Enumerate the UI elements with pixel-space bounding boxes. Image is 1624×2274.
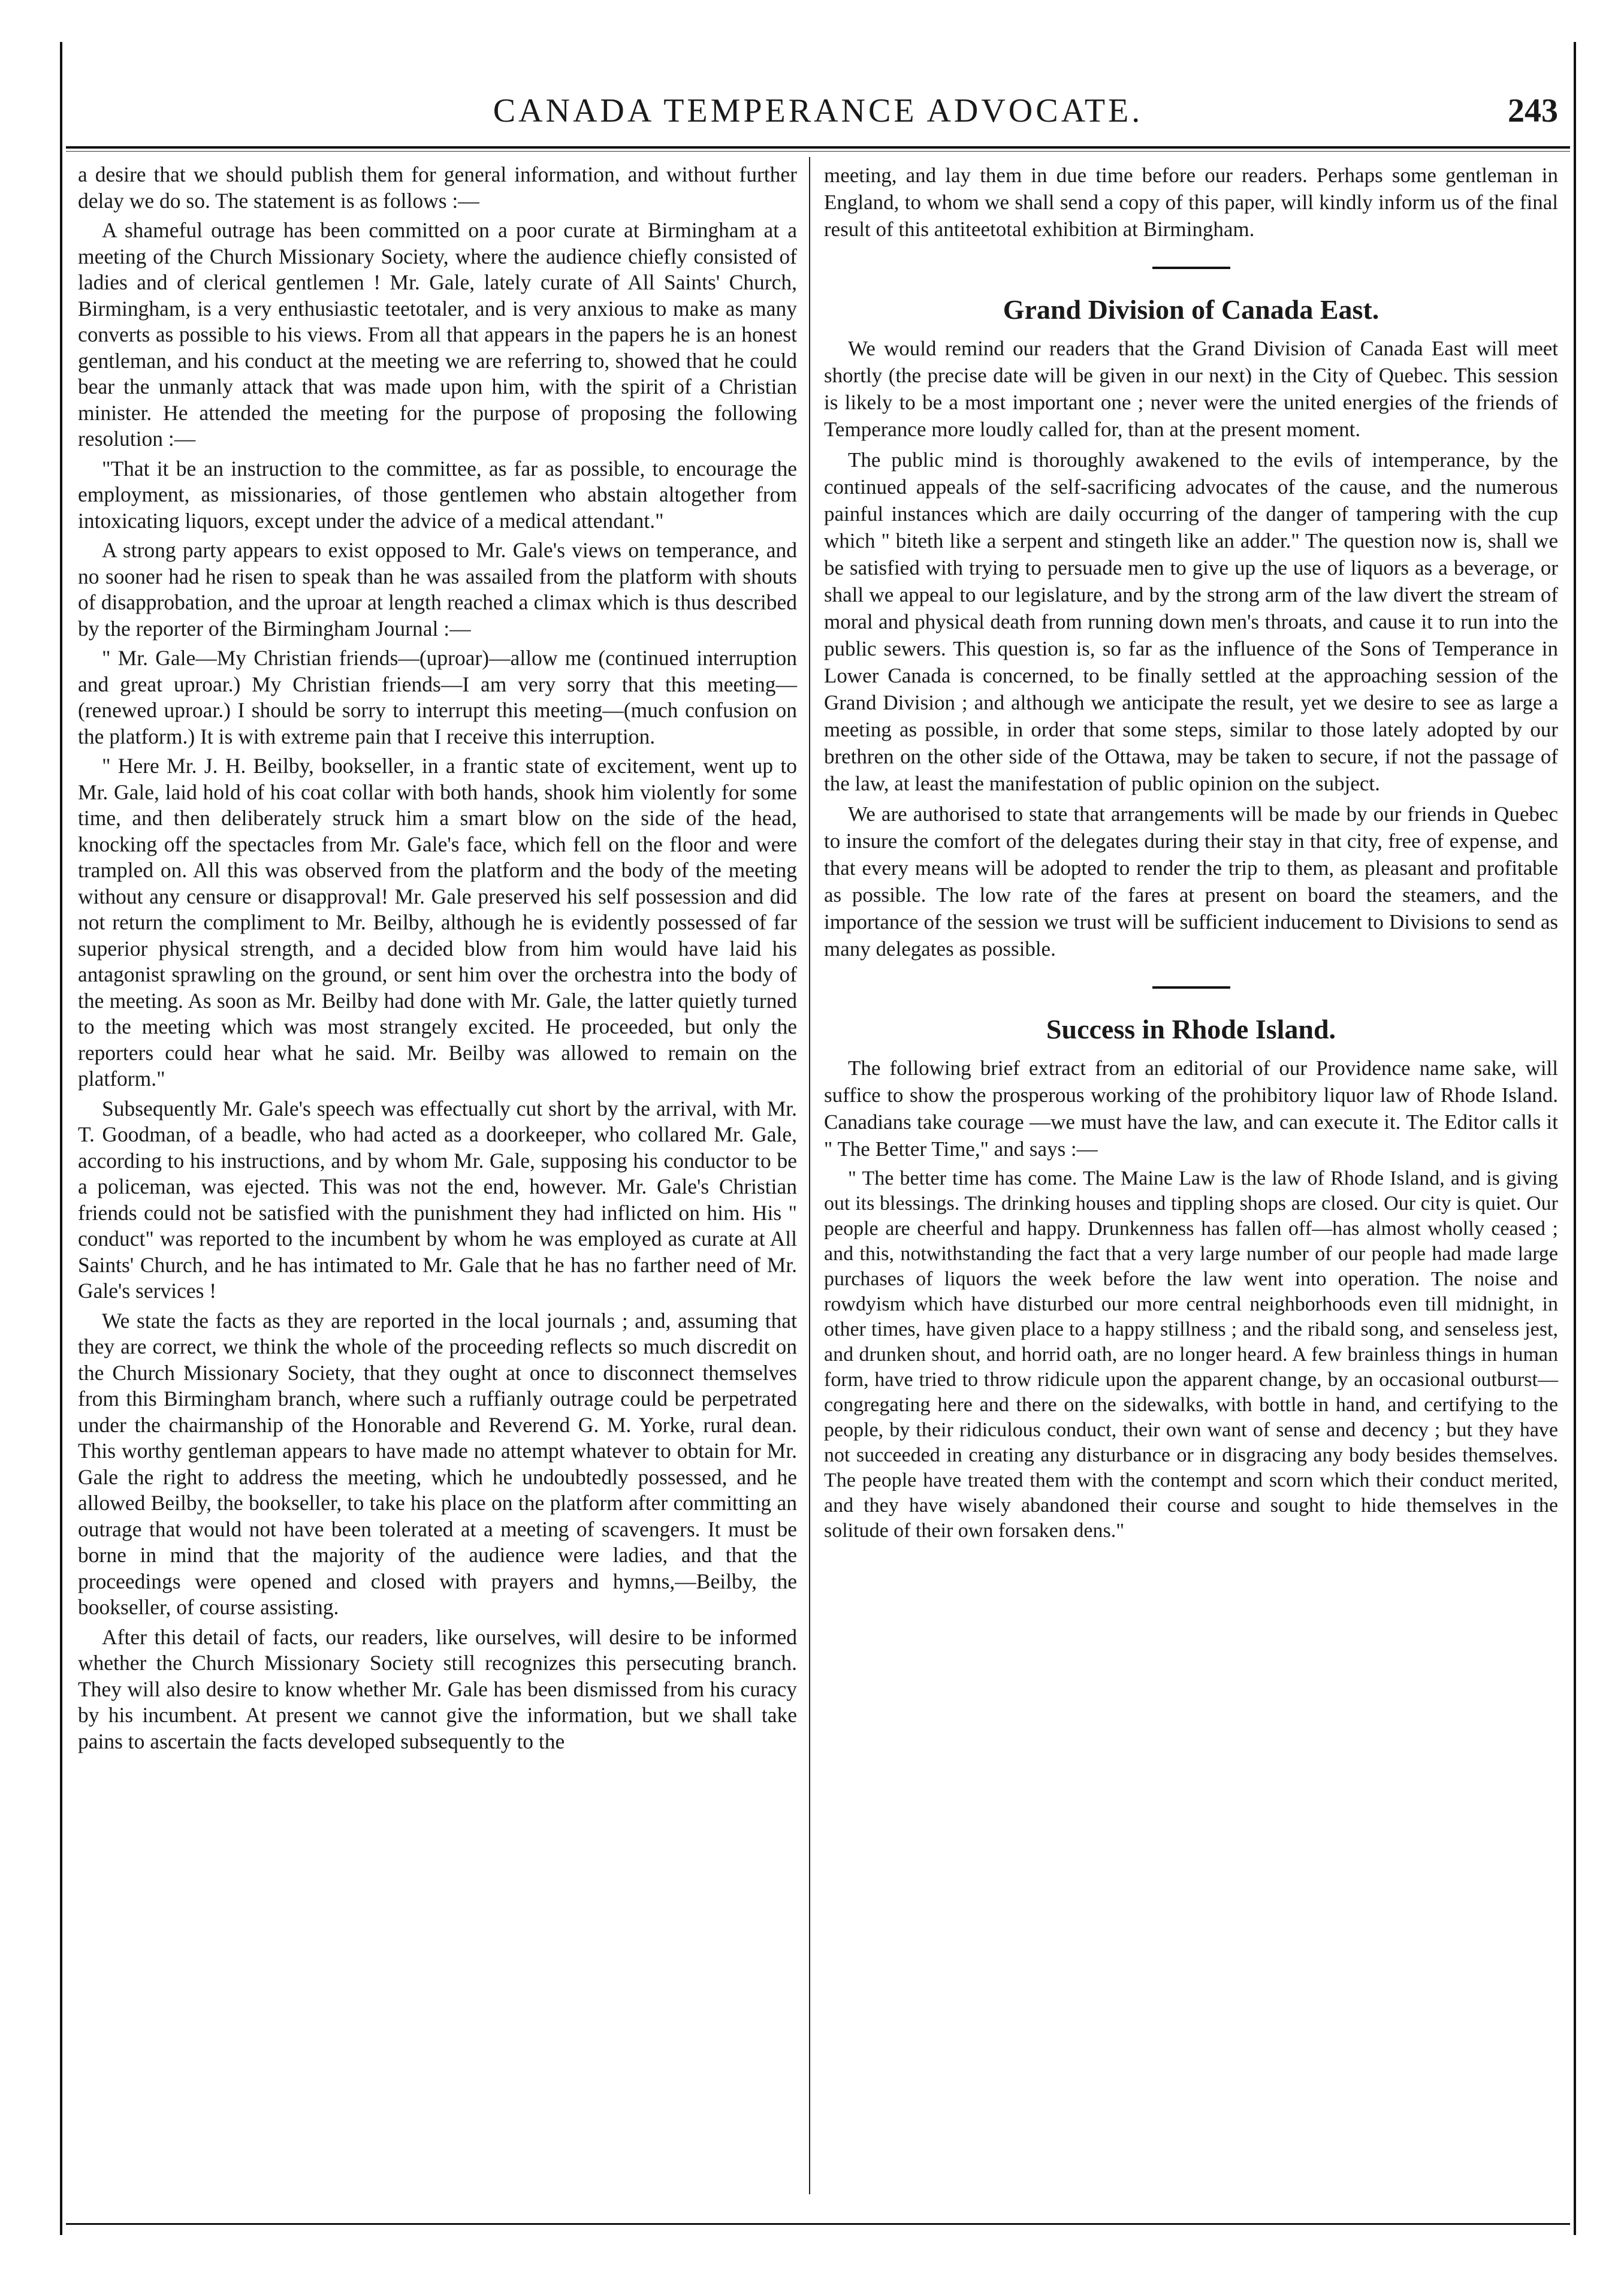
article-paragraph: After this detail of facts, our readers, like ourselves, will desire to be informed whether the Church Missionary Society still recognizes this persecuting branch. They will also desire to know whether Mr. Gale has been dismissed from his curacy by his incumbent. At present we cannot give the information, but we shall take pains to ascertain the facts developed subsequently to the	[78, 1624, 797, 1753]
article-paragraph: We are authorised to state that arrangements will be made by our friends in Quebec to insure the comfort of the delegates during their stay in that city, free of expense, and that every means will be adopted to render the trip to them, as pleasant and profitable as possible. The low rate of the fares at present on board the steamers, and the importance of the session we trust will be sufficient inducement to Divisions to send as many delegates as possible.	[824, 802, 1558, 961]
article-paragraph: "That it be an instruction to the committee, as far as possible, to encourage the employment, as missionaries, of those gentlemen who abstain altogether from intoxicating liquors, except under the advice of a medical attendant."	[78, 456, 797, 533]
header-rule-thin	[66, 151, 1570, 152]
article-paragraph: We state the facts as they are reported in the local journals ; and, assuming that they are correct, we think the whole of the proceeding reflects so much discredit on the Church Missionary Society, that they ought at once to disconnect themselves from this Birmingham branch, where such a ruffianly outrage could be perpetrated under the chairmanship of the Honorable and Reverend G. M. Yorke, rural dean. This worthy gentleman appears to have made no attempt whatever to obtain for Mr. Gale the right to address the meeting, which he undoubtedly possessed, and he allowed Beilby, the bookseller, to take his place on the platform after committing an outrage that would not have been tolerated at a meeting of scavengers. It must be borne in mind that the majority of the audience were ladies, and that the proceedings were opened and closed with prayers and hymns,—Beilby, the bookseller, of course assisting.	[78, 1308, 797, 1619]
article-paragraph: " Here Mr. J. H. Beilby, bookseller, in a frantic state of excitement, went up to Mr. Gale, laid hold of his coat collar with both hands, shook him violently for some time, and then deliberately struck him a smart blow on the side of the head, knocking off the spectacles from Mr. Gale's face, which fell on the floor and were trampled on. All this was observed from the platform and the body of the meeting without any censure or disapproval! Mr. Gale preserved his self possession and did not return the compliment to Mr. Beilby, although he is evidently possessed of far superior physical strength, and a decided blow from him would have laid his antagonist sprawling on the ground, or sent him over the orchestra into the body of the meeting. As soon as Mr. Beilby had done with Mr. Gale, the latter quietly turned to the meeting which was most strangely excited. He proceeded, but only the reporters could hear what he said. Mr. Beilby was allowed to remain on the platform."	[78, 754, 797, 1091]
article-paragraph: A strong party appears to exist opposed to Mr. Gale's views on temperance, and no sooner had he risen to speak than he was assailed from the platform with shouts of disapprobation, and the uproar at length reached a climax which is thus described by the reporter of the Birmingham Journal :—	[78, 538, 797, 641]
page-number: 243	[1508, 92, 1558, 129]
article-paragraph: a desire that we should publish them for general information, and without further delay we do so. The statement is as follows :—	[78, 162, 797, 213]
article-paragraph: The following brief extract from an editorial of our Providence name sake, will suffice to show the prosperous working of the prohibitory liquor law of Rhode Island. Canadians take courage —we must have the law, and can execute it. The Editor calls it " The Better Time," and says :—	[824, 1056, 1558, 1161]
article-paragraph: The public mind is thoroughly awakened to the evils of intemperance, by the continued appeals of the self-sacrificing advocates of the cause, and the numerous painful instances which are daily occurring of the danger of tampering with the cup which " biteth like a serpent and stingeth like an adder." The question now is, shall we be satisfied with trying to persuade men to give up the use of liquors as a beverage, or shall we appeal to our legislature, and by the strong arm of the law divert the stream of moral and physical death from running down men's throats, and cause it to run into the public sewers. This question is, so far as the influence of the Sons of Temperance in Lower Canada is concerned, to be finally settled at the approaching session of the Grand Division ; and although we anticipate the result, yet we desire to see as large a meeting as possible, in order that some steps, similar to those lately adopted by our brethren on the other side of the Ottawa, may be taken to secure, if not the passage of the law, at least the manifestation of public opinion on the subject.	[824, 448, 1558, 795]
section-heading-grand-division: Grand Division of Canada East.	[1003, 294, 1380, 325]
left-column	[78, 162, 797, 1758]
section-divider	[1152, 986, 1230, 989]
footer-rule	[66, 2223, 1570, 2225]
header-rule	[66, 146, 1570, 149]
newspaper-title: CANADA TEMPERANCE ADVOCATE.	[493, 92, 1143, 129]
article-paragraph: A shameful outrage has been committed on a poor curate at Birmingham at a meeting of the Church Missionary Society, where the audience chiefly consisted of ladies and of clerical gentlemen ! Mr. Gale, lately curate of All Saints' Church, Birmingham, is a very enthusiastic teetotaler, and is very anxious to make as many converts as possible to his views. From all that appears in the papers he is an honest gentleman, and his conduct at the meeting we are referring to, showed that he could bear the unmanly attack that was made upon him, with the spirit of a Christian minister. He attended the meeting for the purpose of proposing the following resolution :—	[78, 218, 797, 451]
article-paragraph: meeting, and lay them in due time before our readers. Perhaps some gentleman in England, to whom we shall send a copy of this paper, will kindly inform us of the final result of this antiteetotal exhibition at Birmingham.	[824, 164, 1558, 241]
section-heading-rhode-island: Success in Rhode Island.	[1046, 1014, 1336, 1044]
page-header	[66, 84, 1570, 141]
right-column	[824, 162, 1558, 1547]
article-paragraph: Subsequently Mr. Gale's speech was effectually cut short by the arrival, with Mr. T. Goodman, of a beadle, who had acted as a doorkeeper, who collared Mr. Gale, according to his instructions, and by whom Mr. Gale, supposing his conductor to be a policeman, was ejected. This was not the end, however. Mr. Gale's Christian friends could not be satisfied with the punishment they had inflicted on him. His " conduct" was reported to the incumbent by whom he was employed as curate at All Saints' Church, and he has intimated to Mr. Gale that he has no farther need of Mr. Gale's services !	[78, 1096, 797, 1303]
column-divider	[809, 157, 810, 2194]
section-divider	[1152, 267, 1230, 269]
quoted-paragraph: " The better time has come. The Maine Law is the law of Rhode Island, and is giving out its blessings. The drinking houses and tippling shops are closed. Our city is quiet. Our people are cheerful and happy. Drunkenness has fallen off—has almost wholly ceased ; and this, notwithstanding the fact that a very large number of our people had made large purchases of liquors the week before the law went into operation. The noise and rowdyism which have disturbed our more central neighborhoods even till midnight, in other times, have given place to a happy stillness ; and the ribald song, and senseless jest, and drunken shout, and horrid oath, are no longer heard. A few brainless things in human form, have tried to throw ridicule upon the apparent change, by an occasional outburst—congregating here and there on the sidewalks, with bottle in hand, and certifying to the people, by their ridiculous conduct, their own want of sense and decency ; but they have not succeeded in creating any disturbance or in disgracing any body besides themselves. The people have treated them with the contempt and scorn which their conduct merited, and they have wisely abandoned their course and sought to hide themselves in the solitude of their own forsaken dens."	[824, 1167, 1558, 1542]
article-paragraph: We would remind our readers that the Grand Division of Canada East will meet shortly (the precise date will be given in our next) in the City of Quebec. This session is likely to be a most important one ; never were the united energies of the friends of Temperance more loudly called for, than at the present moment.	[824, 337, 1558, 441]
article-paragraph: " Mr. Gale—My Christian friends—(uproar)—allow me (continued interruption and great uproar.) My Christian friends—I am very sorry that this meeting—(renewed uproar.) I should be sorry to interrupt this meeting—(much confusion on the platform.) It is with extreme pain that I receive this interruption.	[78, 646, 797, 748]
